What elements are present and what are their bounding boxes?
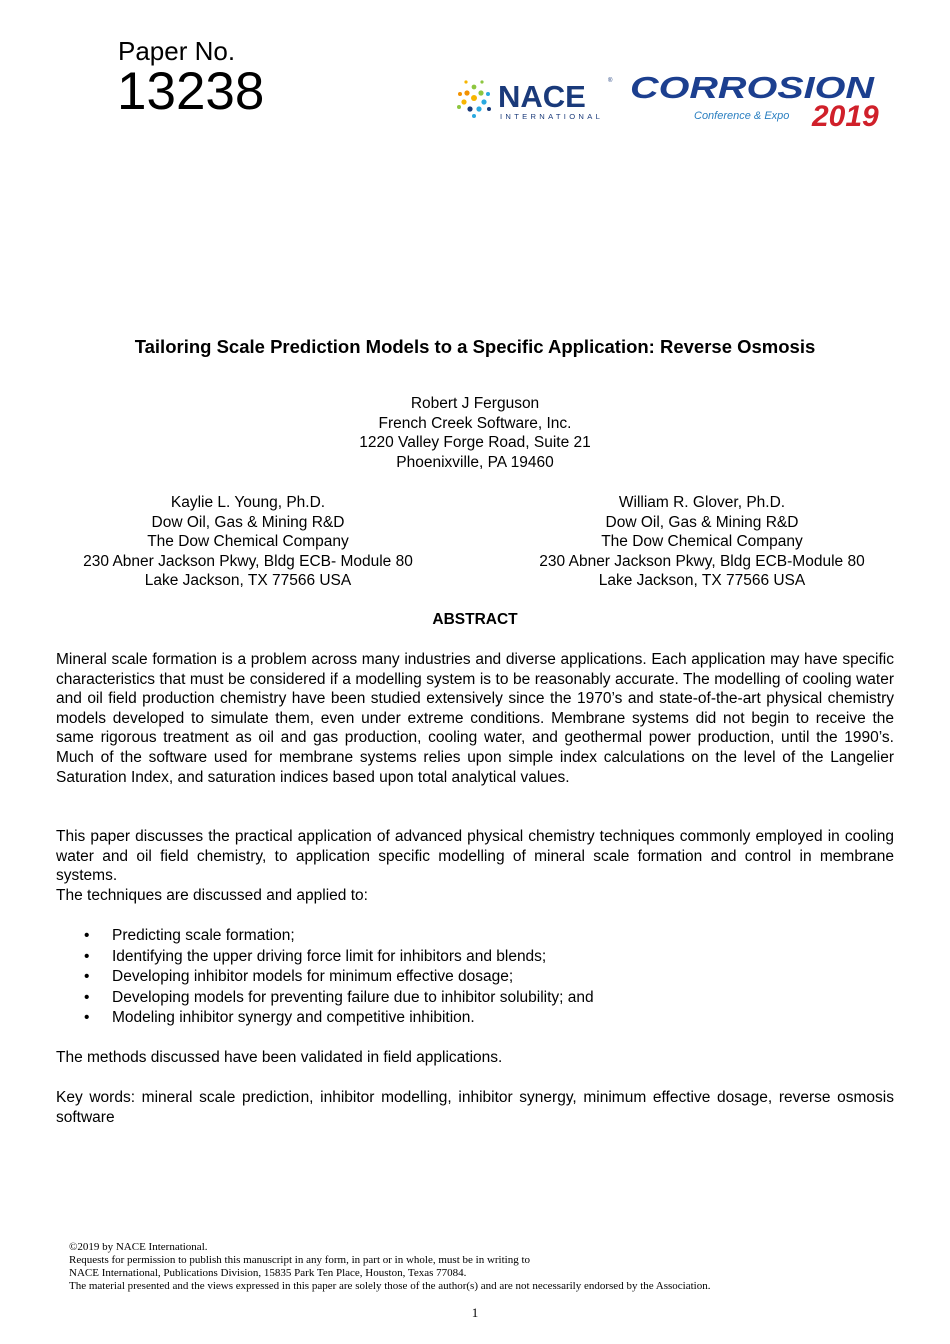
author-block-right <box>502 493 902 591</box>
nace-emblem-icon <box>457 80 491 118</box>
list-item: • Modeling inhibitor synergy and competitive inhibition. <box>84 1009 475 1027</box>
abstract-paragraph-2: This paper discusses the practical application of advanced physical chemistry techniques commonly employed in cooling water and oil field chemistry, to application specific modelling of mineral scale formation and control in membrane systems. <box>56 828 894 885</box>
nace-logo <box>452 72 627 122</box>
page-number: 1 <box>471 1305 479 1320</box>
primary-author-block <box>0 394 950 472</box>
list-item: • Developing inhibitor models for minimum effective dosage; <box>84 968 514 986</box>
author-org: French Creek Software, Inc. <box>378 414 572 432</box>
abstract-heading: ABSTRACT <box>432 611 518 628</box>
keywords: Key words: mineral scale prediction, inhibitor modelling, inhibitor synergy, minimum effective dosage, reverse osmosis software <box>56 1089 894 1126</box>
abstract-paragraph-1: Mineral scale formation is a problem across many industries and diverse applications. Each application may have specific characteristics that must be considered if a modelling system is to be reasonably accurate. The modelling of cooling water and oil field production chemistry have been studied extensively since the 1970’s and state-of-the-art physical chemistry models developed to simulate them, even under extreme conditions. Membrane systems did not begin to receive the same rigorous treatment as oil and gas production, cooling water, and geothermal power production, until the 1990’s. Much of the software used for membrane systems relies upon simple index calculations on the level of the Langelier Saturation Index, and saturation indices based upon total analytical values. <box>56 651 894 786</box>
nace-logo-text: NACE <box>498 79 586 114</box>
svg-text:®: ® <box>608 78 613 84</box>
abstract-paragraph-4: The methods discussed have been validated in field applications. <box>56 1049 503 1066</box>
author-name: William R. Glover, Ph.D. <box>618 494 786 511</box>
author-name: Kaylie L. Young, Ph.D. <box>170 494 326 511</box>
author-dept: Dow Oil, Gas & Mining R&D <box>151 513 345 531</box>
author-address: 230 Abner Jackson Pkwy, Bldg ECB-Module 80 <box>539 552 865 570</box>
paper-number-label: Paper No. <box>118 36 236 66</box>
footer-line: ©2019 by NACE International. <box>69 1241 208 1253</box>
author-block-left <box>48 493 448 591</box>
corrosion-logo-year: 2019 <box>812 100 879 130</box>
corrosion-2019-logo <box>628 70 898 130</box>
author-address: 1220 Valley Forge Road, Suite 21 <box>359 434 591 452</box>
list-item: • Identifying the upper driving force limit for inhibitors and blends; <box>84 947 547 965</box>
corrosion-logo-subtext: Conference & Expo <box>694 110 790 122</box>
author-name: Robert J Ferguson <box>410 395 540 412</box>
footer-line: NACE International, Publications Division, 15835 Park Ten Place, Houston, Texas 77084. <box>69 1267 467 1279</box>
copyright-footer <box>69 1241 710 1293</box>
footer-line: The material presented and the views expressed in this paper are solely those of the author(s) and are not necessarily endorsed by the Association. <box>69 1280 711 1292</box>
nace-logo-subtext: INTERNATIONAL <box>500 112 604 121</box>
technique-list <box>56 926 594 1029</box>
author-address: 230 Abner Jackson Pkwy, Bldg ECB- Module 80 <box>83 552 413 570</box>
corrosion-logo-text: CORROSION <box>630 70 875 105</box>
paper-number: 13238 <box>117 62 265 121</box>
author-org: The Dow Chemical Company <box>601 533 803 551</box>
author-dept: Dow Oil, Gas & Mining R&D <box>605 513 799 531</box>
list-item: • Developing models for preventing failure due to inhibitor solubility; and <box>84 988 594 1006</box>
footer-line: Requests for permission to publish this manuscript in any form, in part or in whole, must be in writing to <box>69 1254 531 1266</box>
paper-title: Tailoring Scale Prediction Models to a Specific Application: Reverse Osmosis <box>134 336 816 357</box>
author-city: Lake Jackson, TX 77566 USA <box>598 572 806 590</box>
abstract-paragraph-3: The techniques are discussed and applied to: <box>56 887 368 904</box>
author-org: The Dow Chemical Company <box>147 533 349 551</box>
list-item: • Predicting scale formation; <box>84 927 295 944</box>
author-city: Lake Jackson, TX 77566 USA <box>144 572 352 590</box>
author-city: Phoenixville, PA 19460 <box>396 453 554 471</box>
